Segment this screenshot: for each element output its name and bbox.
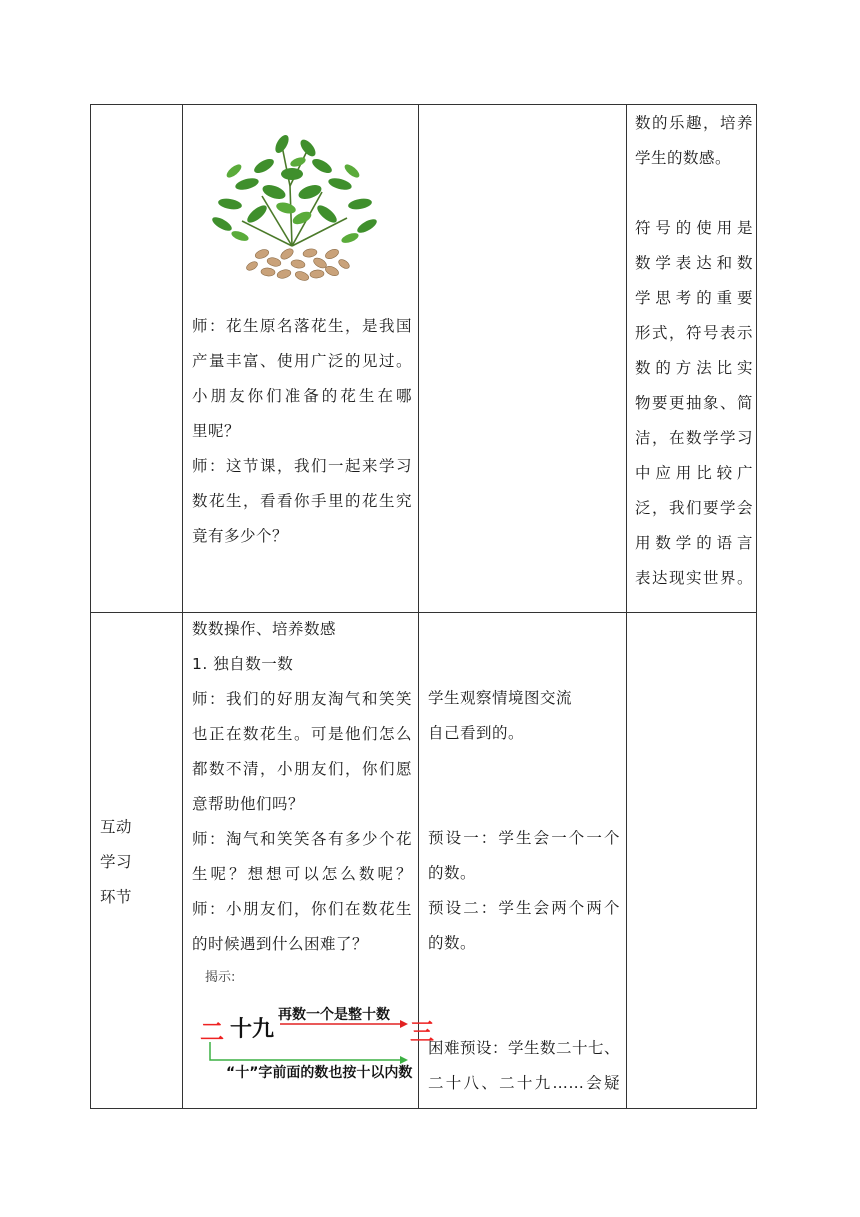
diagram-left-char: 二 <box>200 1018 224 1046</box>
text-line: 数的乐趣，培养 <box>635 114 753 132</box>
row1-design-intent <box>635 106 753 596</box>
text-line: 1. 独自数一数 <box>192 655 294 673</box>
text-line: 学生的数感。 <box>635 149 732 167</box>
text-line: 数数操作、培养数感 <box>192 620 337 638</box>
text-line: 环节 <box>100 888 133 906</box>
text-line: 数花生，看看你手里的花生究 <box>192 492 412 510</box>
text-line: 泛，我们要学会 <box>635 499 753 517</box>
peanut-plant-illustration <box>202 126 380 284</box>
table-border-bottom <box>90 1108 757 1109</box>
text-line: 困难预设：学生数二十七、 <box>428 1039 621 1057</box>
table-divider-2 <box>418 104 419 1109</box>
text-line <box>635 176 753 211</box>
text-line: 的数。 <box>428 934 477 952</box>
text-line: 也正在数花生。可是他们怎么 <box>192 725 412 743</box>
diagram-right-char: 三 <box>410 1018 434 1046</box>
text-line: 师：花生原名落花生，是我国 <box>192 317 412 335</box>
row2-student-activity <box>428 681 620 1101</box>
table-row-divider <box>90 612 757 613</box>
text-line: 二十八、二十九……会疑 <box>428 1074 620 1092</box>
table-border-top <box>90 104 757 105</box>
text-line: 中应用比较广 <box>635 464 753 482</box>
text-line <box>428 961 620 996</box>
text-line: 预设一：学生会一个一个 <box>428 829 620 847</box>
text-line: 竟有多少个？ <box>192 527 289 545</box>
text-line: 预设二：学生会两个两个 <box>428 899 620 917</box>
row2-stage-label <box>100 810 170 915</box>
lesson-plan-table <box>90 104 757 1109</box>
table-divider-3 <box>626 104 627 1109</box>
text-line: 的时候遇到什么困难了？ <box>192 935 369 953</box>
text-line: 自己看到的。 <box>428 724 525 742</box>
text-line: 都数不清，小朋友们，你们愿 <box>192 760 412 778</box>
text-line: 用数学的语言 <box>635 534 753 552</box>
text-line: 里呢？ <box>192 422 241 440</box>
text-line: 生呢？想想可以怎么数呢？ <box>192 865 412 883</box>
text-line: 意帮助他们吗？ <box>192 795 305 813</box>
diagram-bottom-text: “十”字前面的数也按十以内数 <box>226 1065 413 1081</box>
text-line: 学思考的重要 <box>635 289 753 307</box>
text-line: 数学表达和数 <box>635 254 753 272</box>
text-line: 学生观察情境图交流 <box>428 689 573 707</box>
diagram-top-text: 再数一个是整十数 <box>278 1007 390 1023</box>
text-line: 互动 <box>100 818 133 836</box>
text-line: 数的方法比实 <box>635 359 753 377</box>
text-line: 表达现实世界。 <box>635 569 753 587</box>
table-border-left <box>90 104 91 1109</box>
table-divider-1 <box>182 104 183 1109</box>
text-line: 符号的使用是 <box>635 219 753 237</box>
text-line: 的数。 <box>428 864 477 882</box>
text-line <box>428 786 620 821</box>
text-line: 洁，在数学学习 <box>635 429 753 447</box>
row1-teacher-dialogue <box>192 309 412 554</box>
text-line <box>428 751 620 786</box>
row2-teacher-activity <box>192 612 412 962</box>
text-line: 师：这节课，我们一起来学习 <box>192 457 412 475</box>
counting-hint-diagram <box>200 962 434 1082</box>
text-line: 形式，符号表示 <box>635 324 753 342</box>
text-line <box>428 996 620 1031</box>
text-line: 学习 <box>100 853 133 871</box>
text-line: 物要更抽象、简 <box>635 394 753 412</box>
text-line: 小朋友你们准备的花生在哪 <box>192 387 412 405</box>
table-border-right <box>756 104 757 1109</box>
diagram-middle-text: 十九 <box>230 1017 275 1042</box>
text-line: 师：淘气和笑笑各有多少个花 <box>192 830 412 848</box>
text-line: 师：我们的好朋友淘气和笑笑 <box>192 690 412 708</box>
text-line: 师：小朋友们，你们在数花生 <box>192 900 412 918</box>
text-line: 产量丰富、使用广泛的见过。 <box>192 352 412 370</box>
reveal-label: 揭示: <box>205 970 236 985</box>
